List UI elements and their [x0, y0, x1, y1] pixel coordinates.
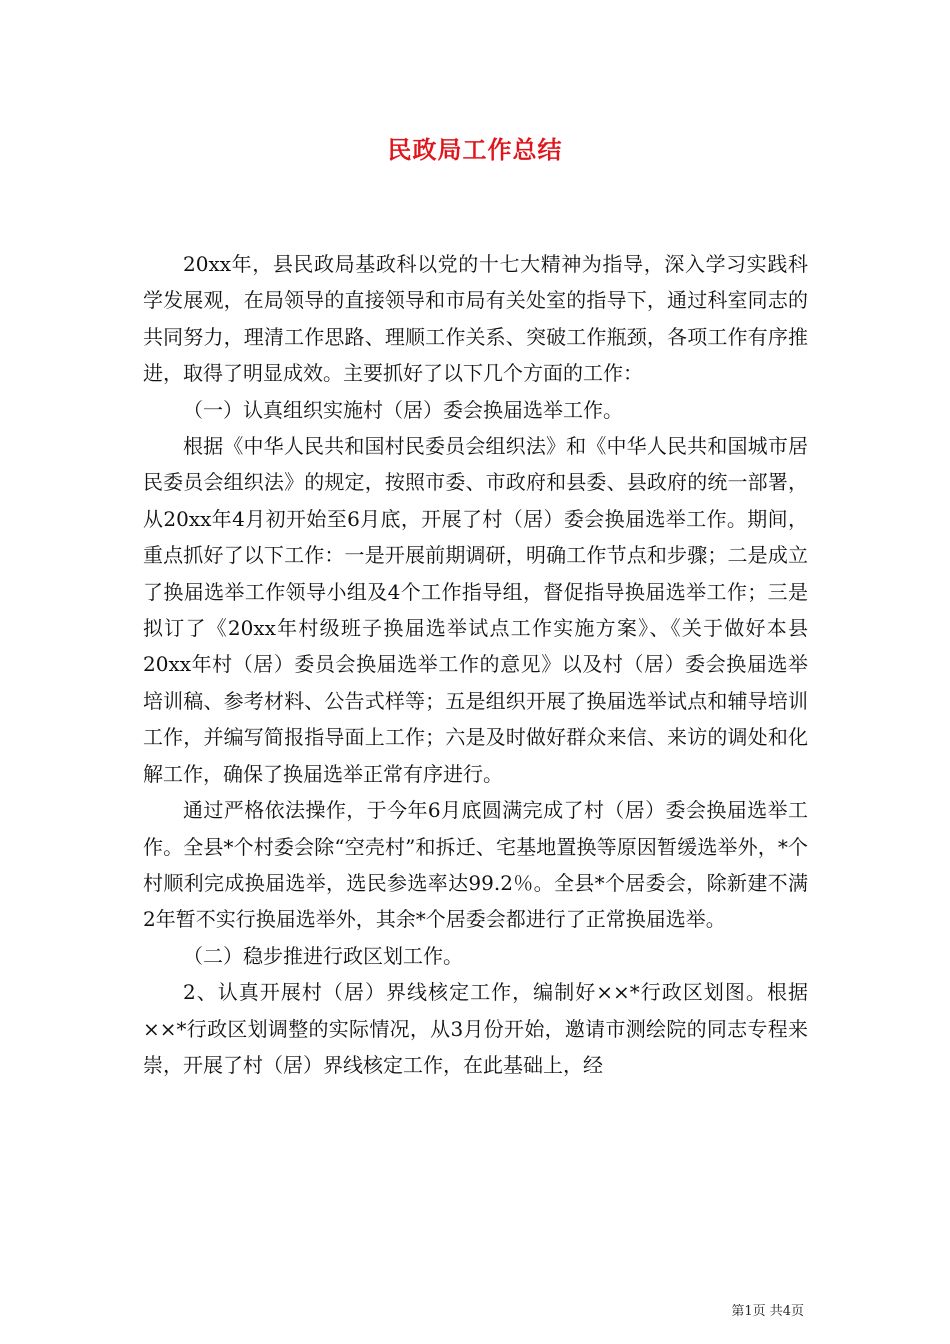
page-title: 民政局工作总结 [387, 136, 563, 164]
document-body [143, 246, 808, 1083]
section-heading-1: （一）认真组织实施村（居）委会换届选举工作。 [183, 397, 623, 422]
section-heading-2: （二）稳步推进行政区划工作。 [183, 943, 463, 968]
paragraph-boundary: 2、认真开展村（居）界线核定工作，编制好××*行政区划图。根据××*行政区划调整的实际情况，从3月份开始，邀请市测绘院的同志专程来崇，开展了村（居）界线核定工作，在此基础上，经 [143, 980, 808, 1077]
paragraph-election-result: 通过严格依法操作，于今年6月底圆满完成了村（居）委会换届选举工作。全县*个村委会除“空壳村”和拆迁、宅基地置换等原因暂缓选举外，*个村顺利完成换届选举，选民参选率达99.2％。全县*个居委会，除新建不满2年暂不实行换届选举外，其余*个居委会都进行了正常换届选举。 [143, 798, 808, 932]
page-number: 第1页 共4页 [731, 1304, 804, 1319]
paragraph-intro: 20xx年，县民政局基政科以党的十七大精神为指导，深入学习实践科学发展观，在局领导的直接领导和市局有关处室的指导下，通过科室同志的共同努力，理清工作思路、理顺工作关系、突破工作瓶颈，各项工作有序推进，取得了明显成效。主要抓好了以下几个方面的工作： [143, 252, 808, 386]
paragraph-election-basis: 根据《中华人民共和国村民委员会组织法》和《中华人民共和国城市居民委员会组织法》的规定，按照市委、市政府和县委、县政府的统一部署，从20xx年4月初开始至6月底，开展了村（居）委会换届选举工作。期间，重点抓好了以下工作：一是开展前期调研，明确工作节点和步骤；二是成立了换届选举工作领导小组及4个工作指导组，督促指导换届选举工作；三是拟订了《20xx年村级班子换届选举试点工作实施方案》、《关于做好本县20xx年村（居）委员会换届选举工作的意见》以及村（居）委会换届选举培训稿、参考材料、公告式样等；五是组织开展了换届选举试点和辅导培训工作，并编写简报指导面上工作；六是及时做好群众来信、来访的调处和化解工作，确保了换届选举正常有序进行。 [143, 434, 808, 786]
